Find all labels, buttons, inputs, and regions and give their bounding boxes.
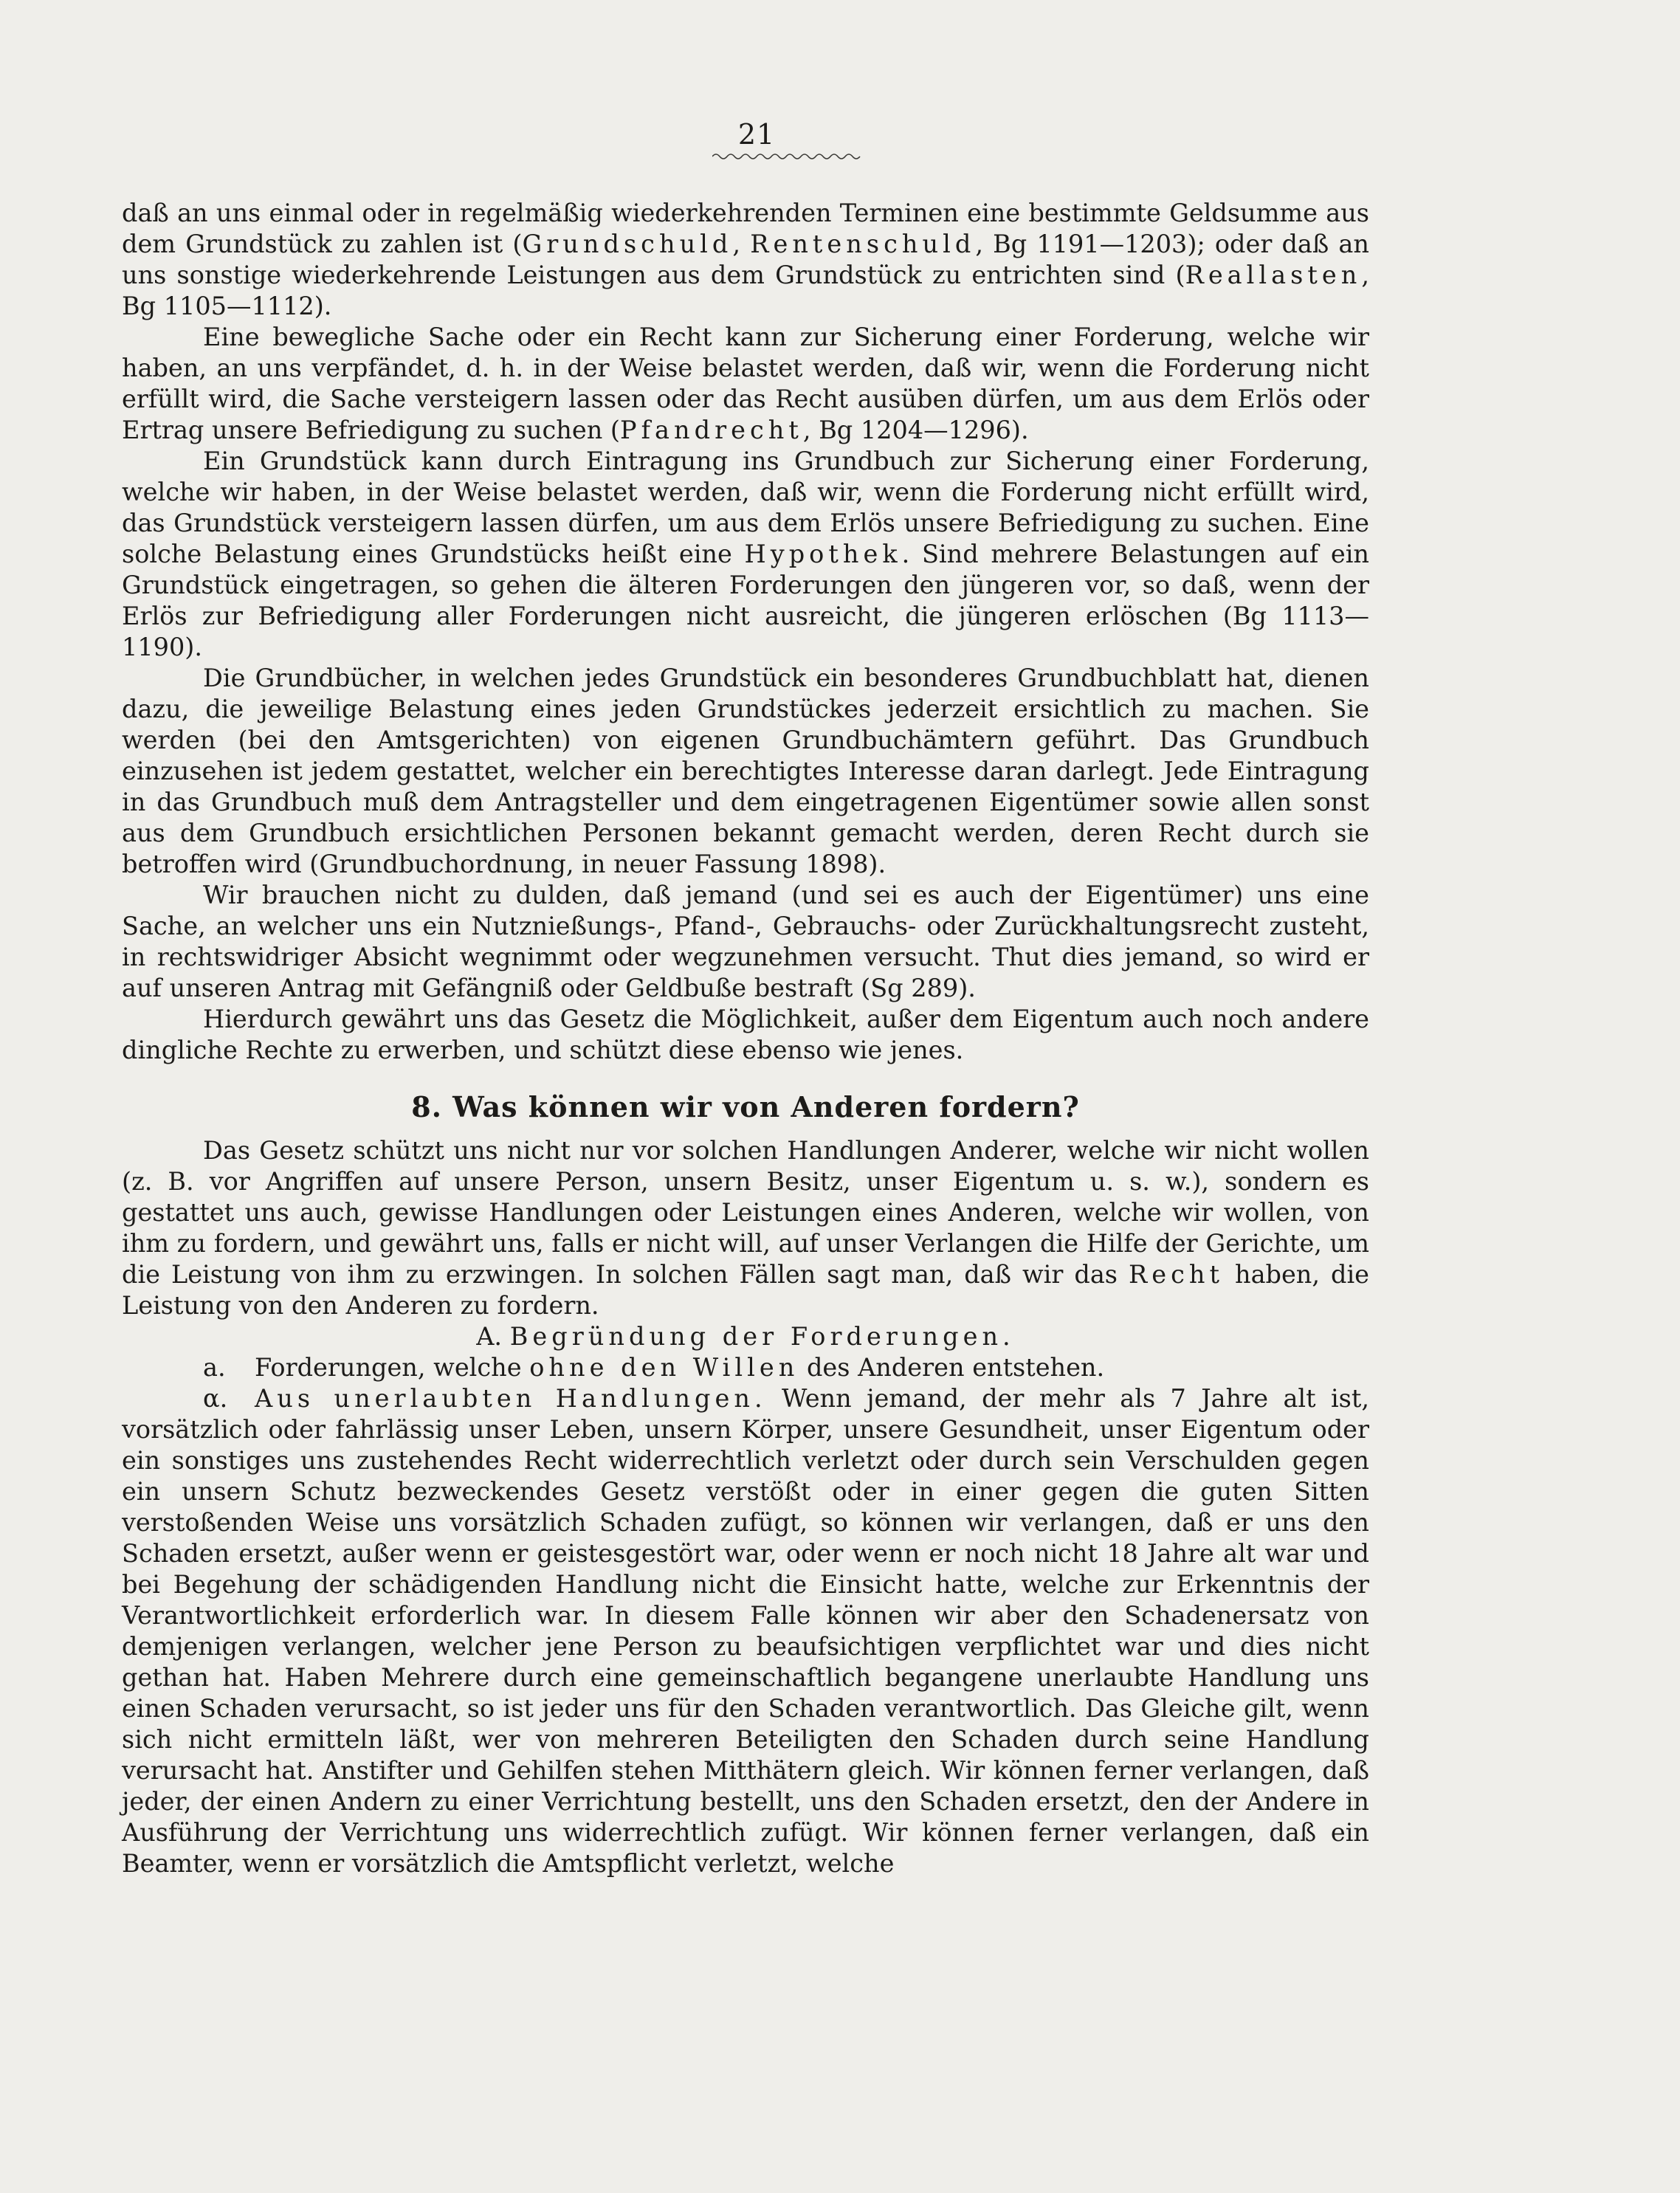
item-a-text [255, 1353, 1104, 1382]
page-number: 21 [737, 118, 776, 151]
text-run: , Bg 1204—1296). [802, 416, 1029, 444]
text-run: , Bg 1105—1112). [122, 261, 1369, 320]
paragraph-group [122, 198, 1369, 1066]
paragraph [122, 446, 1369, 663]
emphasized-term: Pfandrecht [620, 416, 803, 444]
decorative-wavy-rule [712, 151, 864, 162]
text-run: Die Grundbücher, in welchen jedes Grundstück ein besonderes Grundbuchblatt hat, dienen dazu, die jeweilige Belastung eines jeden Grundstückes jederzeit ersichtlich zu machen. Sie werden (bei den Amtsgerichten) von eigenen Grundbuchämtern geführt. Das Grundbuch einzusehen ist jedem gestattet, welcher ein berechtigtes Interesse daran darlegt. Jede Eintragung in das Grundbuch muß dem Antragsteller und dem eingetragenen Eigentümer sowie allen sonst aus dem Grundbuch ersichtlichen Personen bekannt gemacht werden, deren Recht durch sie betroffen wird (Grundbuchordnung, in neuer Fassung 1898). [122, 664, 1369, 878]
paragraph [122, 198, 1369, 322]
item-alpha-text [122, 1384, 1369, 1878]
body-text [122, 198, 1369, 1879]
list-item-a [122, 1352, 1369, 1383]
paragraph [122, 1004, 1369, 1066]
emphasized-term: Reallasten [1185, 261, 1362, 289]
text-run: Ein Grundstück kann durch Eintragung ins Grundbuch zur Sicherung einer Forderung, welche wir haben, in der Weise belastet werden, daß wir, wenn die Forderung nicht erfüllt wird, das Grundstück versteigern lassen dürfen, um aus dem Erlös unsere Befriedigung zu suchen. Eine solche Belastung eines Grundstücks heißt eine [122, 447, 1369, 568]
text-run: Hierdurch gewährt uns das Gesetz die Möglichkeit, außer dem Eigentum auch noch andere dingliche Rechte zu erwerben, und schützt diese ebenso wie jenes. [122, 1005, 1369, 1064]
text-run: Forderungen, welche [255, 1353, 530, 1382]
text-run: Das Gesetz schützt uns nicht nur vor solchen Handlungen Anderer, welche wir nicht wollen (z. B. vor Angriffen auf unsere Person, unsern Besitz, unser Eigentum u. s. w.), sondern es gestattet uns auch, gewisse Handlungen oder Leistungen eines Anderen, welche wir wollen, von ihm zu fordern, und gewährt uns, falls er nicht will, auf unser Verlangen die Hilfe der Gerichte, um die Leistung von ihm zu erzwingen. In solchen Fällen sagt man, daß wir das [122, 1136, 1369, 1289]
emphasized-term: Grundschuld [522, 230, 733, 258]
item-label-a: a. [203, 1353, 226, 1382]
text-run: haben, die Leistung von den Anderen zu fordern. [122, 1260, 1370, 1320]
list-item-alpha [122, 1383, 1369, 1879]
section-paragraph [122, 1135, 1369, 1321]
text-run: . Sind mehrere Belastungen auf ein Grundstück eingetragen, so gehen die älteren Forderungen den jüngeren vor, so daß, wenn der Erlös zur Befriedigung aller Forderungen nicht ausreicht, die jüngeren erlöschen (Bg 1113—1190). [122, 540, 1370, 661]
emphasized-term: Aus unerlaubten Handlungen. [255, 1384, 767, 1413]
section-heading: 8. Was können wir von Anderen fordern? [411, 1090, 1080, 1123]
subheading-text: Begründung der Forderungen. [509, 1322, 1015, 1351]
text-run: des Anderen entstehen. [799, 1353, 1105, 1382]
emphasized-term: Recht [1129, 1260, 1224, 1289]
text-run: daß an uns einmal oder in regelmäßig wiederkehrenden Terminen eine bestimmte Geldsumme aus dem Grundstück zu zahlen ist ( [122, 199, 1369, 258]
text-run: Wenn jemand, der mehr als 7 Jahre alt ist, vorsätzlich oder fahrlässig unser Leben, unsern Körper, unsere Gesundheit, unser Eigentum oder ein sonstiges uns zustehendes Recht widerrechtlich verletzt oder durch sein Verschulden gegen ein unsern Schutz bezweckendes Gesetz verstößt oder in einer gegen die guten Sitten verstoßenden Weise uns vorsätzlich Schaden zufügt, so können wir verlangen, daß er uns den Schaden ersetzt, außer wenn er geistesgestört war, oder wenn er noch nicht 18 Jahre alt war und bei Begehung der schädigenden Handlung nicht die Einsicht hatte, welche zur Erkenntnis der Verantwortlichkeit erforderlich war. In diesem Falle können wir aber den Schadenersatz von demjenigen verlangen, welcher jene Person zu beaufsichtigen verpflichtet war und dies nicht gethan hat. Haben Mehrere durch eine gemeinschaftlich begangene unerlaubte Handlung uns einen Schaden verursacht, so ist jeder uns für den Schaden verantwortlich. Das Gleiche gilt, wenn sich nicht ermitteln läßt, wer von mehreren Beteiligten den Schaden durch seine Handlung verursacht hat. Anstifter und Gehilfen stehen Mitthätern gleich. Wir können ferner verlangen, daß jeder, der einen Andern zu einer Verrichtung bestellt, uns den Schaden ersetzt, den der Andere in Ausführung der Verrichtung uns widerrechtlich zufügt. Wir können ferner verlangen, daß ein Beamter, wenn er vorsätzlich die Amtspflicht verletzt, welche [122, 1384, 1369, 1878]
emphasized-term: Hypothek [744, 540, 902, 568]
text-run: , Bg 1191—1203); oder daß an uns sonstige wiederkehrende Leistungen aus dem Grundstück zu entrichten sind ( [122, 230, 1369, 289]
emphasized-term: Rentenschuld [750, 230, 976, 258]
paragraph [122, 880, 1369, 1004]
paragraph [122, 663, 1369, 880]
subheading-prefix: A. [476, 1322, 510, 1351]
paragraph [122, 322, 1369, 446]
item-label-alpha: α. [203, 1384, 228, 1413]
text-run: Wir brauchen nicht zu dulden, daß jemand (und sei es auch der Eigentümer) uns eine Sache, an welcher uns ein Nutznießungs-, Pfand-, Gebrauchs- oder Zurückhaltungsrecht zusteht, in rechtswidriger Absicht wegnimmt oder wegzunehmen versucht. Thut dies jemand, so wird er auf unseren Antrag mit Gefängniß oder Geldbuße bestraft (Sg 289). [122, 881, 1369, 1002]
text-run: , [732, 230, 751, 258]
emphasized-term: ohne den Willen [529, 1353, 799, 1382]
text-run: Eine bewegliche Sache oder ein Recht kann zur Sicherung einer Forderung, welche wir haben, an uns verpfändet, d. h. in der Weise belastet werden, daß wir, wenn die Forderung nicht erfüllt wird, die Sache versteigern lassen oder das Recht ausüben dürfen, um aus dem Erlös oder Ertrag unsere Befriedigung zu suchen ( [122, 323, 1369, 444]
subheading [122, 1321, 1369, 1352]
